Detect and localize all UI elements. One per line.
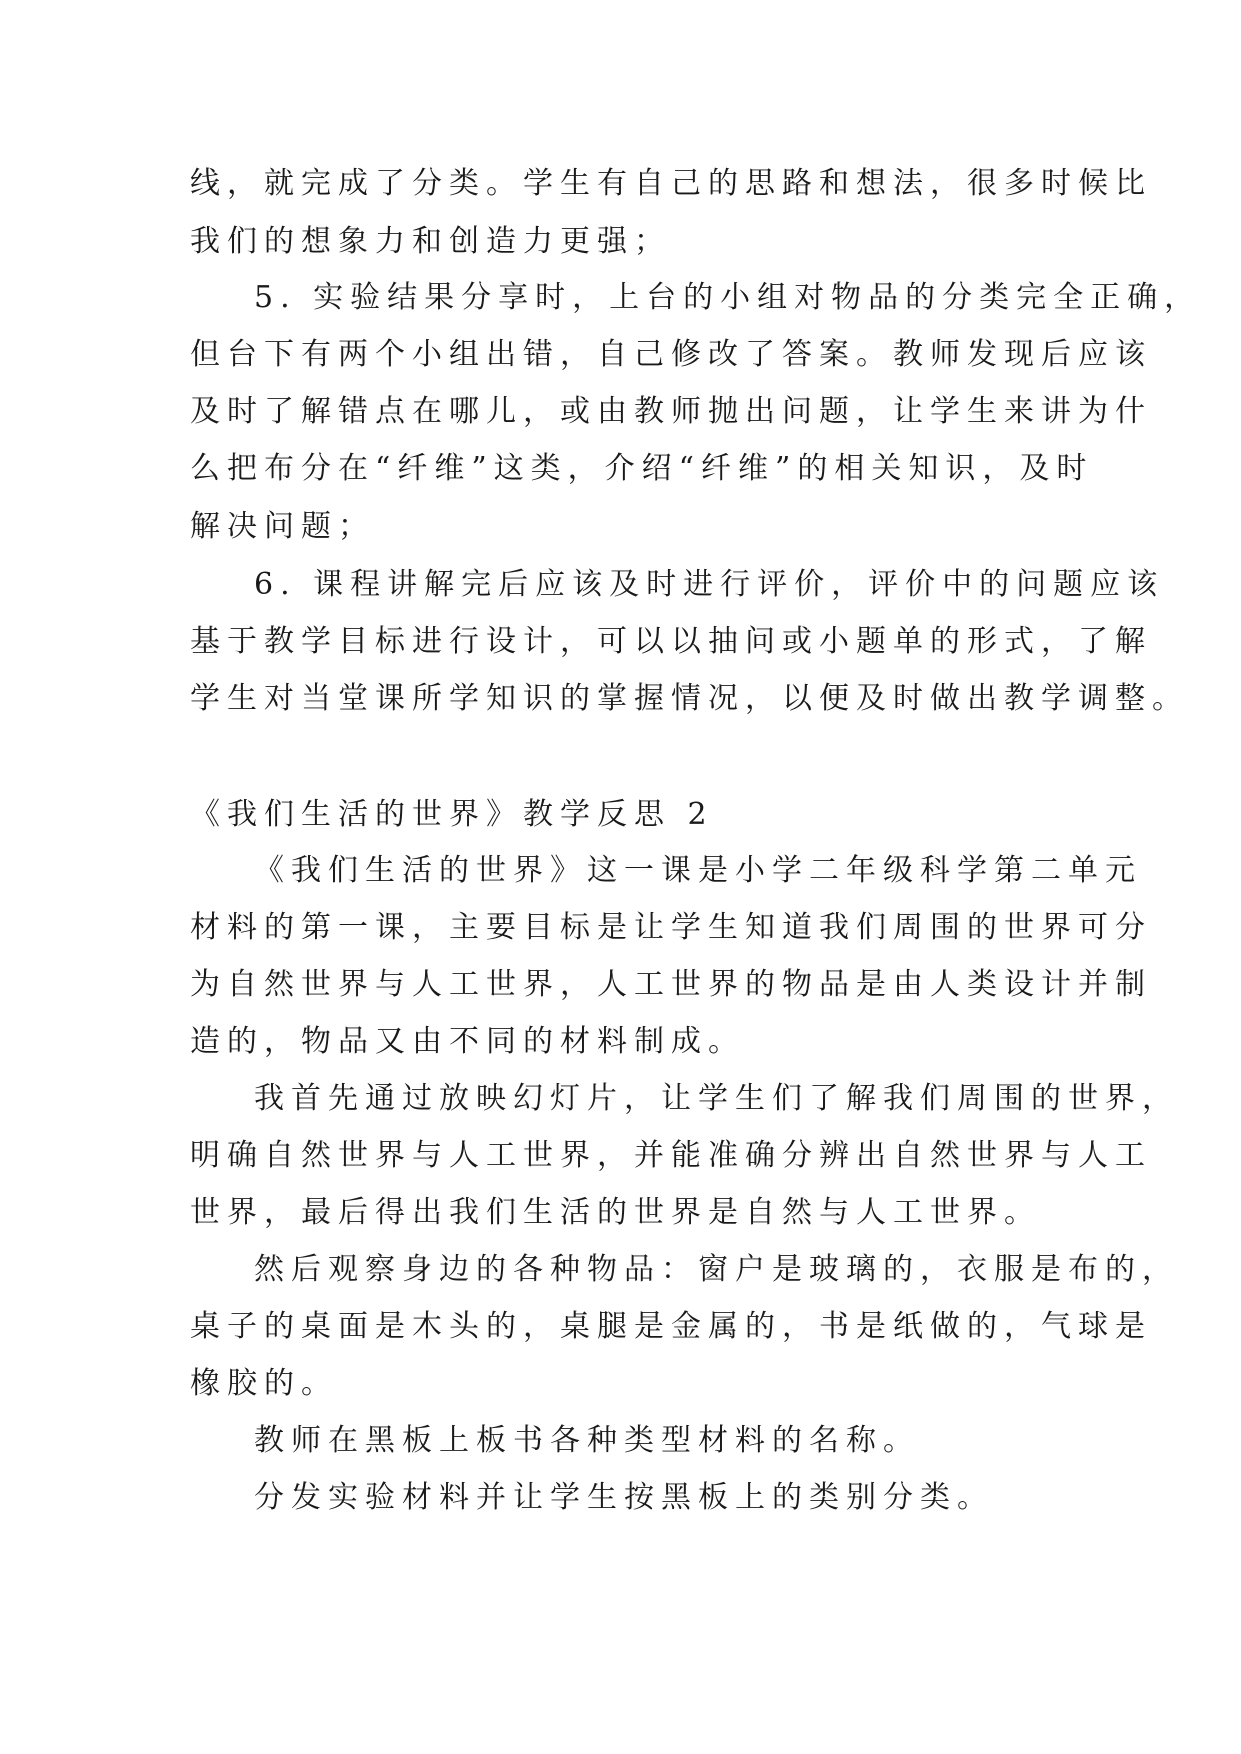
text-line: 我们的想象力和创造力更强； xyxy=(190,224,671,259)
paragraph-line: 造的，物品又由不同的材料制成。 xyxy=(190,1024,745,1059)
list-item-6-line: 学生对当堂课所学知识的掌握情况，以便及时做出教学调整。 xyxy=(190,681,1189,716)
text-line: 线，就完成了分类。学生有自己的思路和想法，很多时候比 xyxy=(190,166,1152,201)
paragraph-line: 《我们生活的世界》这一课是小学二年级科学第二单元 xyxy=(254,853,1142,888)
list-item-5-line: 但台下有两个小组出错，自己修改了答案。教师发现后应该 xyxy=(190,337,1152,372)
list-item-5-line: 及时了解错点在哪儿，或由教师抛出问题，让学生来讲为什 xyxy=(190,394,1152,429)
section-title: 《我们生活的世界》教学反思 2 xyxy=(190,797,714,832)
paragraph-line: 分发实验材料并让学生按黑板上的类别分类。 xyxy=(254,1480,994,1515)
paragraph-line: 材料的第一课，主要目标是让学生知道我们周围的世界可分 xyxy=(190,910,1152,945)
paragraph-line: 教师在黑板上板书各种类型材料的名称。 xyxy=(254,1423,920,1458)
list-item-6-line: 基于教学目标进行设计，可以以抽问或小题单的形式，了解 xyxy=(190,624,1152,659)
list-item-5-line: 么把布分在“纤维”这类，介绍“纤维”的相关知识，及时 xyxy=(190,451,1094,486)
paragraph-line: 世界，最后得出我们生活的世界是自然与人工世界。 xyxy=(190,1195,1041,1230)
paragraph-line: 明确自然世界与人工世界，并能准确分辨出自然世界与人工 xyxy=(190,1138,1152,1173)
list-item-6-line: 6. 课程讲解完后应该及时进行评价，评价中的问题应该 xyxy=(254,567,1165,602)
paragraph-line: 然后观察身边的各种物品：窗户是玻璃的，衣服是布的， xyxy=(254,1252,1179,1287)
paragraph-line: 橡胶的。 xyxy=(190,1366,338,1401)
paragraph-line: 我首先通过放映幻灯片，让学生们了解我们周围的世界， xyxy=(254,1081,1179,1116)
list-item-5-line: 5. 实验结果分享时，上台的小组对物品的分类完全正确， xyxy=(254,280,1202,315)
paragraph-line: 桌子的桌面是木头的，桌腿是金属的，书是纸做的，气球是 xyxy=(190,1309,1152,1344)
list-item-5-line: 解决问题； xyxy=(190,509,375,544)
paragraph-line: 为自然世界与人工世界，人工世界的物品是由人类设计并制 xyxy=(190,967,1152,1002)
